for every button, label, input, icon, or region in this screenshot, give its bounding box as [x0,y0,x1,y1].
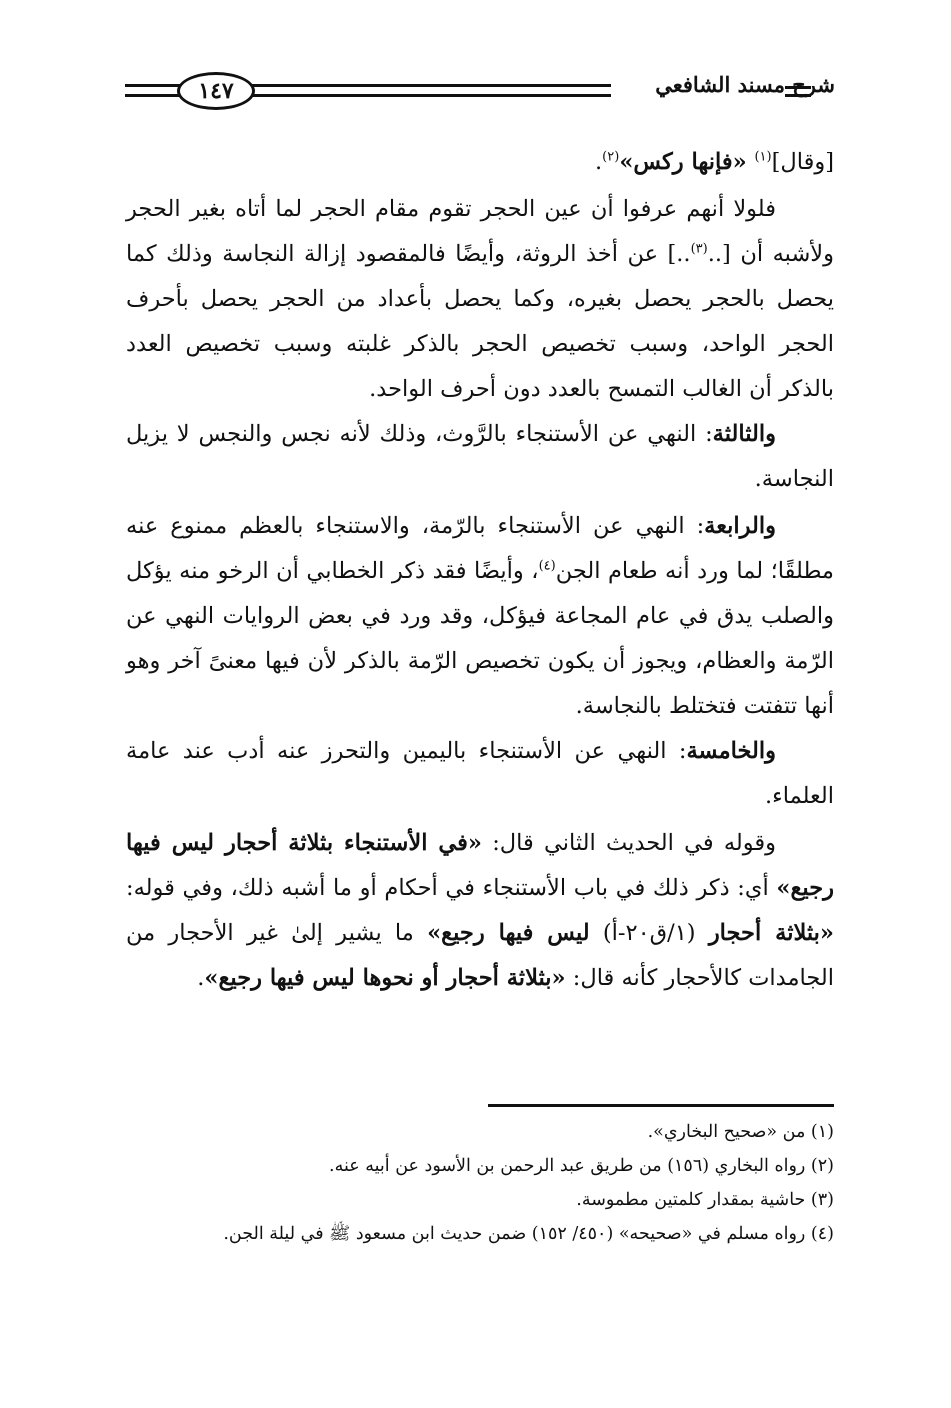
section-lead: والخامسة [686,738,776,764]
manuscript-reference: (١/ق٢٠-أ) [589,920,709,946]
page-header [125,68,835,114]
paragraph-6 [126,821,834,1001]
footnote-ref-4: (٤) [538,558,556,574]
header-rule-left-top [125,84,185,87]
paragraph-1 [126,140,834,185]
section-lead: والثالثة [712,421,776,447]
hadith-quote: «بثلاثة أحجار [708,920,834,946]
paragraph-2 [126,187,834,412]
header-rule-middle-top [249,84,611,87]
text-segment: : النهي عن الأستنجاء بالرَّوث، وذلك لأنه نجس والنجس لا يزيل النجاسة. [126,421,834,492]
text-segment: : النهي عن الأستنجاء باليمين والتحرز عنه أدب عند عامة العلماء. [126,738,834,809]
footnote-ref-1: (١) [754,149,772,165]
text-segment: ، وأيضًا فقد ذكر الخطابي أن الرخو منه يؤكل والصلب يدق في عام المجاعة فيؤكل، وقد ورد في بعض الروايات النهي عن الرّمة والعظام، ويجوز أن يكون تخصيص الرّمة بالذكر لأن فيها معنىً آخر وهو أنها تتفتت فتختلط بالنجاسة. [126,558,834,719]
running-title: شرح مسند الشافعي [655,72,835,97]
footnote-ref-3: (٣) [690,241,708,257]
hadith-quote: ليس فيها رجيع» [427,920,590,946]
header-rule-middle-bottom [249,94,611,97]
text-segment: وقوله في الحديث الثاني قال: [481,830,776,856]
text-segment: : النهي عن الأستنجاء بالرّمة، والاستنجاء بالعظم ممنوع عنه مطلقًا؛ لما ورد أنه طعام الجن [126,513,834,584]
section-lead: والرابعة [704,513,776,539]
footnote-separator [488,1104,834,1107]
page-number-badge [177,72,255,110]
paragraph-5 [126,729,834,819]
paragraph-4 [126,504,834,729]
footnote-3: (٣) حاشية بمقدار كلمتين مطموسة. [576,1190,834,1210]
page-number: ١٤٧ [198,78,234,104]
text-segment: . [197,965,205,991]
text-segment: . [595,149,603,175]
main-text [126,140,834,1001]
hadith-quote: «بثلاثة أحجار أو نحوها ليس فيها رجيع» [204,965,566,991]
footnote-4: (٤) رواه مسلم في «صحيحه» (٤٥٠/ ١٥٢) ضمن حديث ابن مسعود ﷺ في ليلة الجن. [223,1224,834,1244]
footnote-ref-2: (٢) [602,149,620,165]
footnote-1: (١) من «صحيح البخاري». [647,1122,834,1142]
text-segment: فلولا أنهم عرفوا أن عين الحجر تقوم مقام الحجر لما أتاه بغير الحجر ولأشبه أن [.. [126,196,834,267]
hadith-quote: «فإنها ركس» [619,149,755,175]
text-segment: [وقال] [771,149,834,175]
header-rule-left-bottom [125,94,185,97]
text-segment: ما يشير إلىٰ غير الأحجار من الجامدات كالأحجار كأنه قال: [126,920,834,991]
paragraph-3 [126,412,834,502]
footnote-2: (٢) رواه البخاري (١٥٦) من طريق عبد الرحمن بن الأسود عن أبيه عنه. [329,1156,834,1176]
text-segment: ..] عن أخذ الروثة، وأيضًا فالمقصود إزالة النجاسة وذلك كما يحصل بالحجر يحصل بغيره، وكما يحصل بأعداد من الحجر يحصل بأحرف الحجر الواحد، وسبب تخصيص الحجر بالذكر غلبته وسبب تخصيص العدد بالذكر أن الغالب التمسح بالعدد دون أحرف الواحد. [126,241,834,402]
text-segment: أي: ذكر ذلك في باب الأستنجاء في أحكام أو ما أشبه ذلك، وفي قوله: [126,875,777,901]
hadith-quote: «في الأستنجاء بثلاثة أحجار ليس فيها رجيع» [126,830,834,901]
footnotes [126,1115,834,1251]
